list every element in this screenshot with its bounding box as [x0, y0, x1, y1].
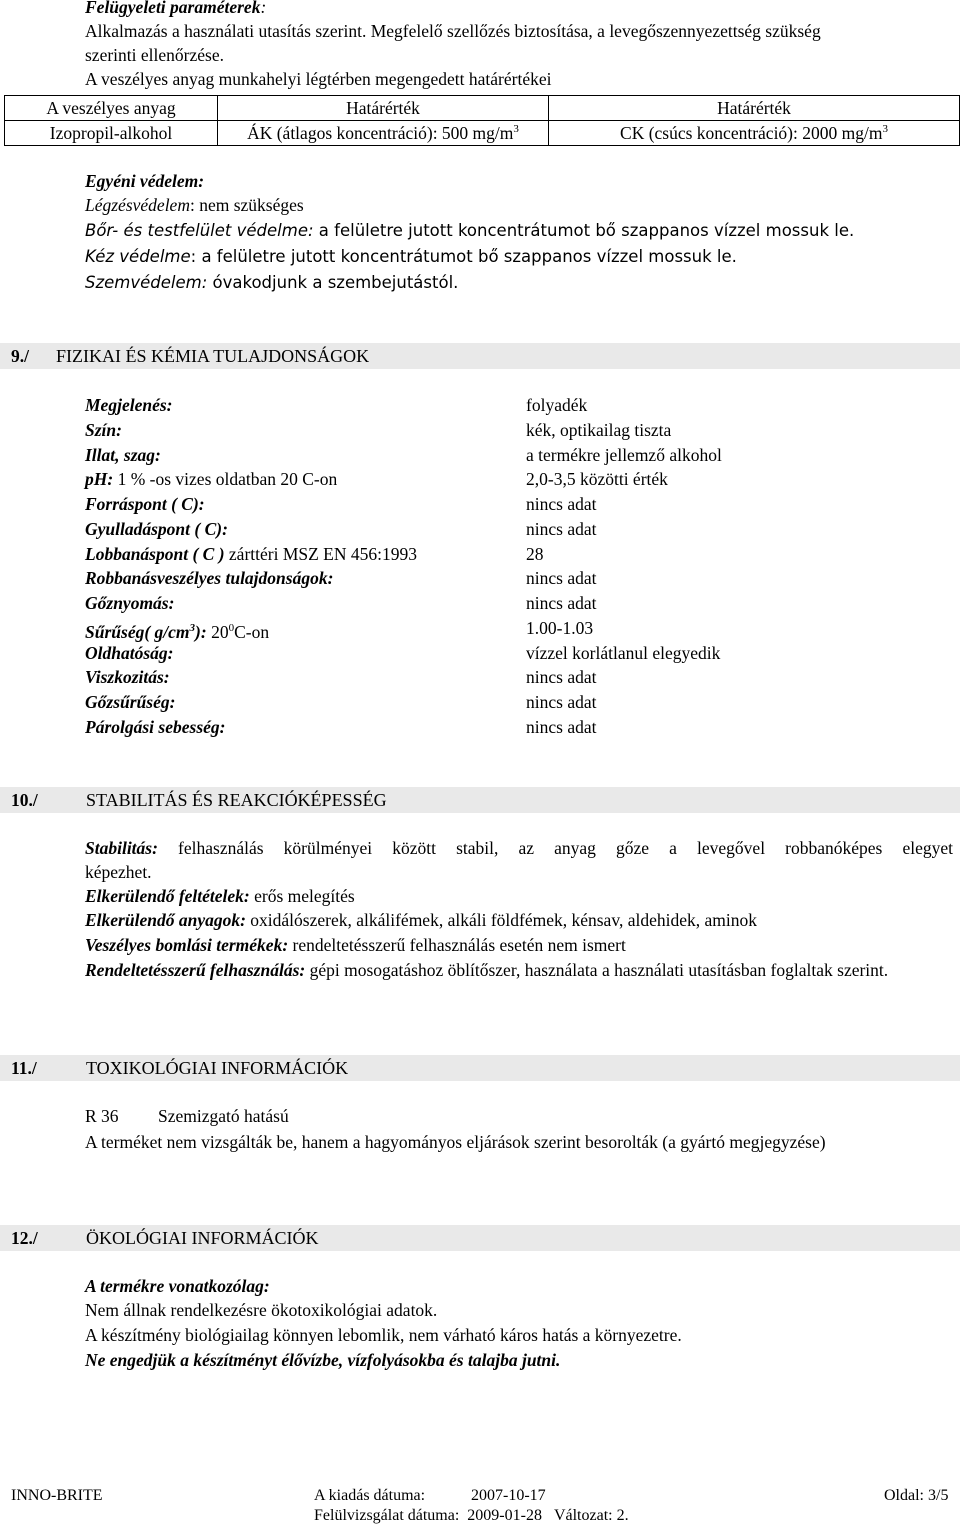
avoid-conditions: Elkerülendő feltételek: erős melegítés	[85, 886, 355, 906]
section-10-number: 10./	[11, 790, 38, 810]
decomposition-products: Veszélyes bomlási termékek: rendeltetésszerű felhasználás esetén nem ismert	[85, 935, 626, 955]
property-value: kék, optikailag tiszta	[526, 420, 672, 440]
stability-line: Stabilitás: felhasználás körülményei között stabil, az anyag gőze a levegővel robbanóképes elegyet	[85, 838, 953, 858]
property-label: Forráspont ( C):	[85, 494, 205, 514]
section-10-title: STABILITÁS ÉS REAKCIÓKÉPESSÉG	[86, 790, 387, 810]
header-substance: A veszélyes anyag	[5, 96, 218, 121]
property-value: nincs adat	[526, 717, 597, 737]
ecology-warning: Ne engedjük a készítményt élővízbe, vízfolyásokba és talajba jutni.	[85, 1350, 561, 1370]
ecology-line-1: Nem állnak rendelkezésre ökotoxikológiai adatok.	[85, 1300, 438, 1320]
property-label: Lobbanáspont ( C ) zárttéri MSZ EN 456:1993	[85, 544, 417, 564]
supervision-line-2: szerinti ellenőrzése.	[85, 45, 224, 65]
property-value: 1.00-1.03	[526, 618, 594, 638]
section-11-title: TOXIKOLÓGIAI INFORMÁCIÓK	[86, 1058, 349, 1078]
section-9-title: FIZIKAI ÉS KÉMIA TULAJDONSÁGOK	[56, 346, 370, 366]
property-value: nincs adat	[526, 593, 597, 613]
skin-protection: Bőr- és testfelület védelme: a felületre jutott koncentrátumot bő szappanos vízzel mossuk le.	[85, 221, 855, 240]
property-label: Sűrűség( $g/cm^3$): $20^0C-on$	[85, 621, 270, 642]
section-12-title: ÖKOLÓGIAI INFORMÁCIÓK	[86, 1228, 319, 1248]
property-label: Gőzsűrűség:	[85, 692, 176, 712]
property-label: Viszkozitás:	[85, 667, 170, 687]
property-value: nincs adat	[526, 667, 597, 687]
protection-title: Egyéni védelem:	[85, 171, 205, 191]
footer-review: Felülvizsgálat dátuma: 2009-01-28 Változat: 2.	[314, 1507, 629, 1524]
cell-ak: ÁK (átlagos koncentráció): 500 $mg/m^3$	[218, 121, 549, 146]
limits-row	[5, 121, 960, 146]
avoid-materials: Elkerülendő anyagok: oxidálószerek, alkálifémek, alkáli földfémek, kénsav, aldehidek, aminok	[85, 910, 757, 930]
limits-title: A veszélyes anyag munkahelyi légtérben megengedett határértékei	[85, 69, 552, 89]
limits-header-row	[5, 96, 960, 121]
property-label: Gyulladáspont ( C):	[85, 519, 228, 539]
property-value: nincs adat	[526, 494, 597, 514]
property-label: Illat, szag:	[85, 445, 161, 465]
toxicology-note: A terméket nem vizsgálták be, hanem a hagyományos eljárások szerint besorolták (a gyártó megjegyzése)	[85, 1132, 826, 1152]
section-9-number: 9./	[11, 346, 29, 366]
ecology-line-2: A készítmény biológiailag könnyen lebomlik, nem várható káros hatás a környezetre.	[85, 1325, 682, 1345]
supervision-line-1: Alkalmazás a használati utasítás szerint. Megfelelő szellőzés biztosítása, a levegőszennyezettség szükség	[85, 21, 821, 41]
section-12-number: 12./	[11, 1228, 38, 1248]
property-value: nincs adat	[526, 519, 597, 539]
respiratory-protection: Légzésvédelem: nem szükséges	[85, 195, 304, 215]
header-limit-ck: Határérték	[549, 96, 960, 121]
cell-ck: CK (csúcs koncentráció): 2000 $mg/m^3$	[549, 121, 960, 146]
ecology-subtitle: A termékre vonatkozólag:	[85, 1276, 270, 1296]
property-label: Robbanásveszélyes tulajdonságok:	[85, 568, 334, 588]
footer-issue-date: 2007-10-17	[471, 1487, 546, 1504]
supervision-heading: Felügyeleti paraméterek:	[85, 0, 267, 17]
eye-protection: Szemvédelem: óvakodjunk a szembejutástól.	[85, 273, 459, 292]
property-value: a termékre jellemző alkohol	[526, 445, 722, 465]
header-limit-ak: Határérték	[218, 96, 549, 121]
property-value: 2,0-3,5 közötti érték	[526, 469, 668, 489]
limits-table	[4, 95, 960, 146]
footer-issue-label: A kiadás dátuma:	[314, 1487, 426, 1504]
property-value: vízzel korlátlanul elegyedik	[526, 643, 721, 663]
cell-substance: Izopropil-alkohol	[5, 121, 218, 146]
property-label: Párolgási sebesség:	[85, 717, 226, 737]
footer-product: INNO-BRITE	[11, 1487, 103, 1504]
property-label: pH: 1 % -os vizes oldatban 20 C-on	[85, 469, 338, 489]
property-label: Megjelenés:	[85, 395, 173, 415]
hand-protection: Kéz védelme: a felületre jutott koncentrátumot bő szappanos vízzel mossuk le.	[85, 247, 737, 266]
intended-use: Rendeltetésszerű felhasználás: gépi mosogatáshoz öblítőszer, használata a használati utasításban foglaltak szerint.	[85, 960, 889, 980]
property-value: 28	[526, 544, 544, 564]
section-11-number: 11./	[11, 1058, 37, 1078]
property-label: Gőznyomás:	[85, 593, 175, 613]
stability-cont: képezhet.	[85, 862, 152, 882]
r-phrase-text: Szemizgató hatású	[158, 1106, 289, 1126]
property-label: Oldhatóság:	[85, 643, 174, 663]
property-value: folyadék	[526, 395, 588, 415]
footer-page: Oldal: 3/5	[884, 1487, 949, 1504]
property-value: nincs adat	[526, 692, 597, 712]
r-phrase-code: R 36	[85, 1106, 119, 1126]
property-label: Szín:	[85, 420, 122, 440]
property-value: nincs adat	[526, 568, 597, 588]
